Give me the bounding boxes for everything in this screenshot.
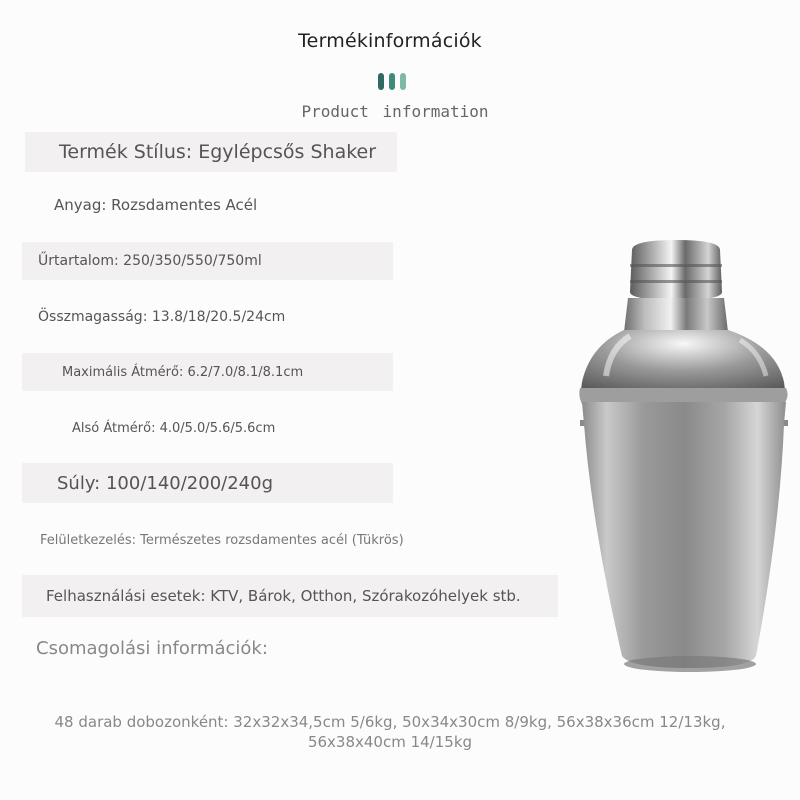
page-subtitle: Product information: [301, 102, 489, 121]
spec-finish: [22, 521, 542, 559]
dot-1: [378, 73, 384, 90]
decorative-dots: [378, 73, 418, 91]
spec-capacity-text: Űrtartalom: 250/350/550/750ml: [38, 253, 262, 269]
cocktail-shaker-photo: [570, 236, 800, 680]
spec-height: [22, 298, 393, 336]
spec-finish-text: Felületkezelés: Természetes rozsdamentes acél (Tükrös): [40, 532, 404, 548]
dot-2: [389, 73, 395, 90]
spec-weight: [22, 463, 393, 503]
spec-style-text: Termék Stílus: Egylépcsős Shaker: [59, 141, 377, 163]
spec-material-text: Anyag: Rozsdamentes Acél: [54, 196, 258, 214]
packaging-line-1: 48 darab dobozonként: 32x32x34,5cm 5/6kg, 50x34x30cm 8/9kg, 56x38x36cm 12/13kg,: [54, 713, 726, 731]
spec-bottom-diameter-text: Alsó Átmérő: 4.0/5.0/5.6/5.6cm: [72, 420, 276, 436]
packaging-info: [30, 712, 750, 752]
spec-weight-text: Súly: 100/140/200/240g: [57, 472, 274, 494]
spec-max-diameter-text: Maximális Átmérő: 6.2/7.0/8.1/8.1cm: [62, 364, 304, 380]
page-title: Termékinformációk: [298, 30, 482, 52]
spec-height-text: Összmagasság: 13.8/18/20.5/24cm: [38, 309, 286, 325]
packaging-heading-text: Csomagolási információk:: [36, 637, 268, 659]
spec-use-cases: [22, 575, 558, 617]
packaging-line-2: 56x38x40cm 14/15kg: [307, 733, 473, 751]
spec-bottom-diameter: [22, 409, 393, 447]
packaging-heading: [26, 630, 446, 666]
spec-material: [25, 187, 397, 223]
spec-style: [25, 132, 397, 172]
dot-3: [400, 73, 406, 90]
spec-capacity: [22, 242, 393, 280]
spec-max-diameter: [22, 353, 393, 391]
spec-use-cases-text: Felhasználási esetek: KTV, Bárok, Otthon, Szórakozóhelyek stb.: [46, 587, 521, 605]
